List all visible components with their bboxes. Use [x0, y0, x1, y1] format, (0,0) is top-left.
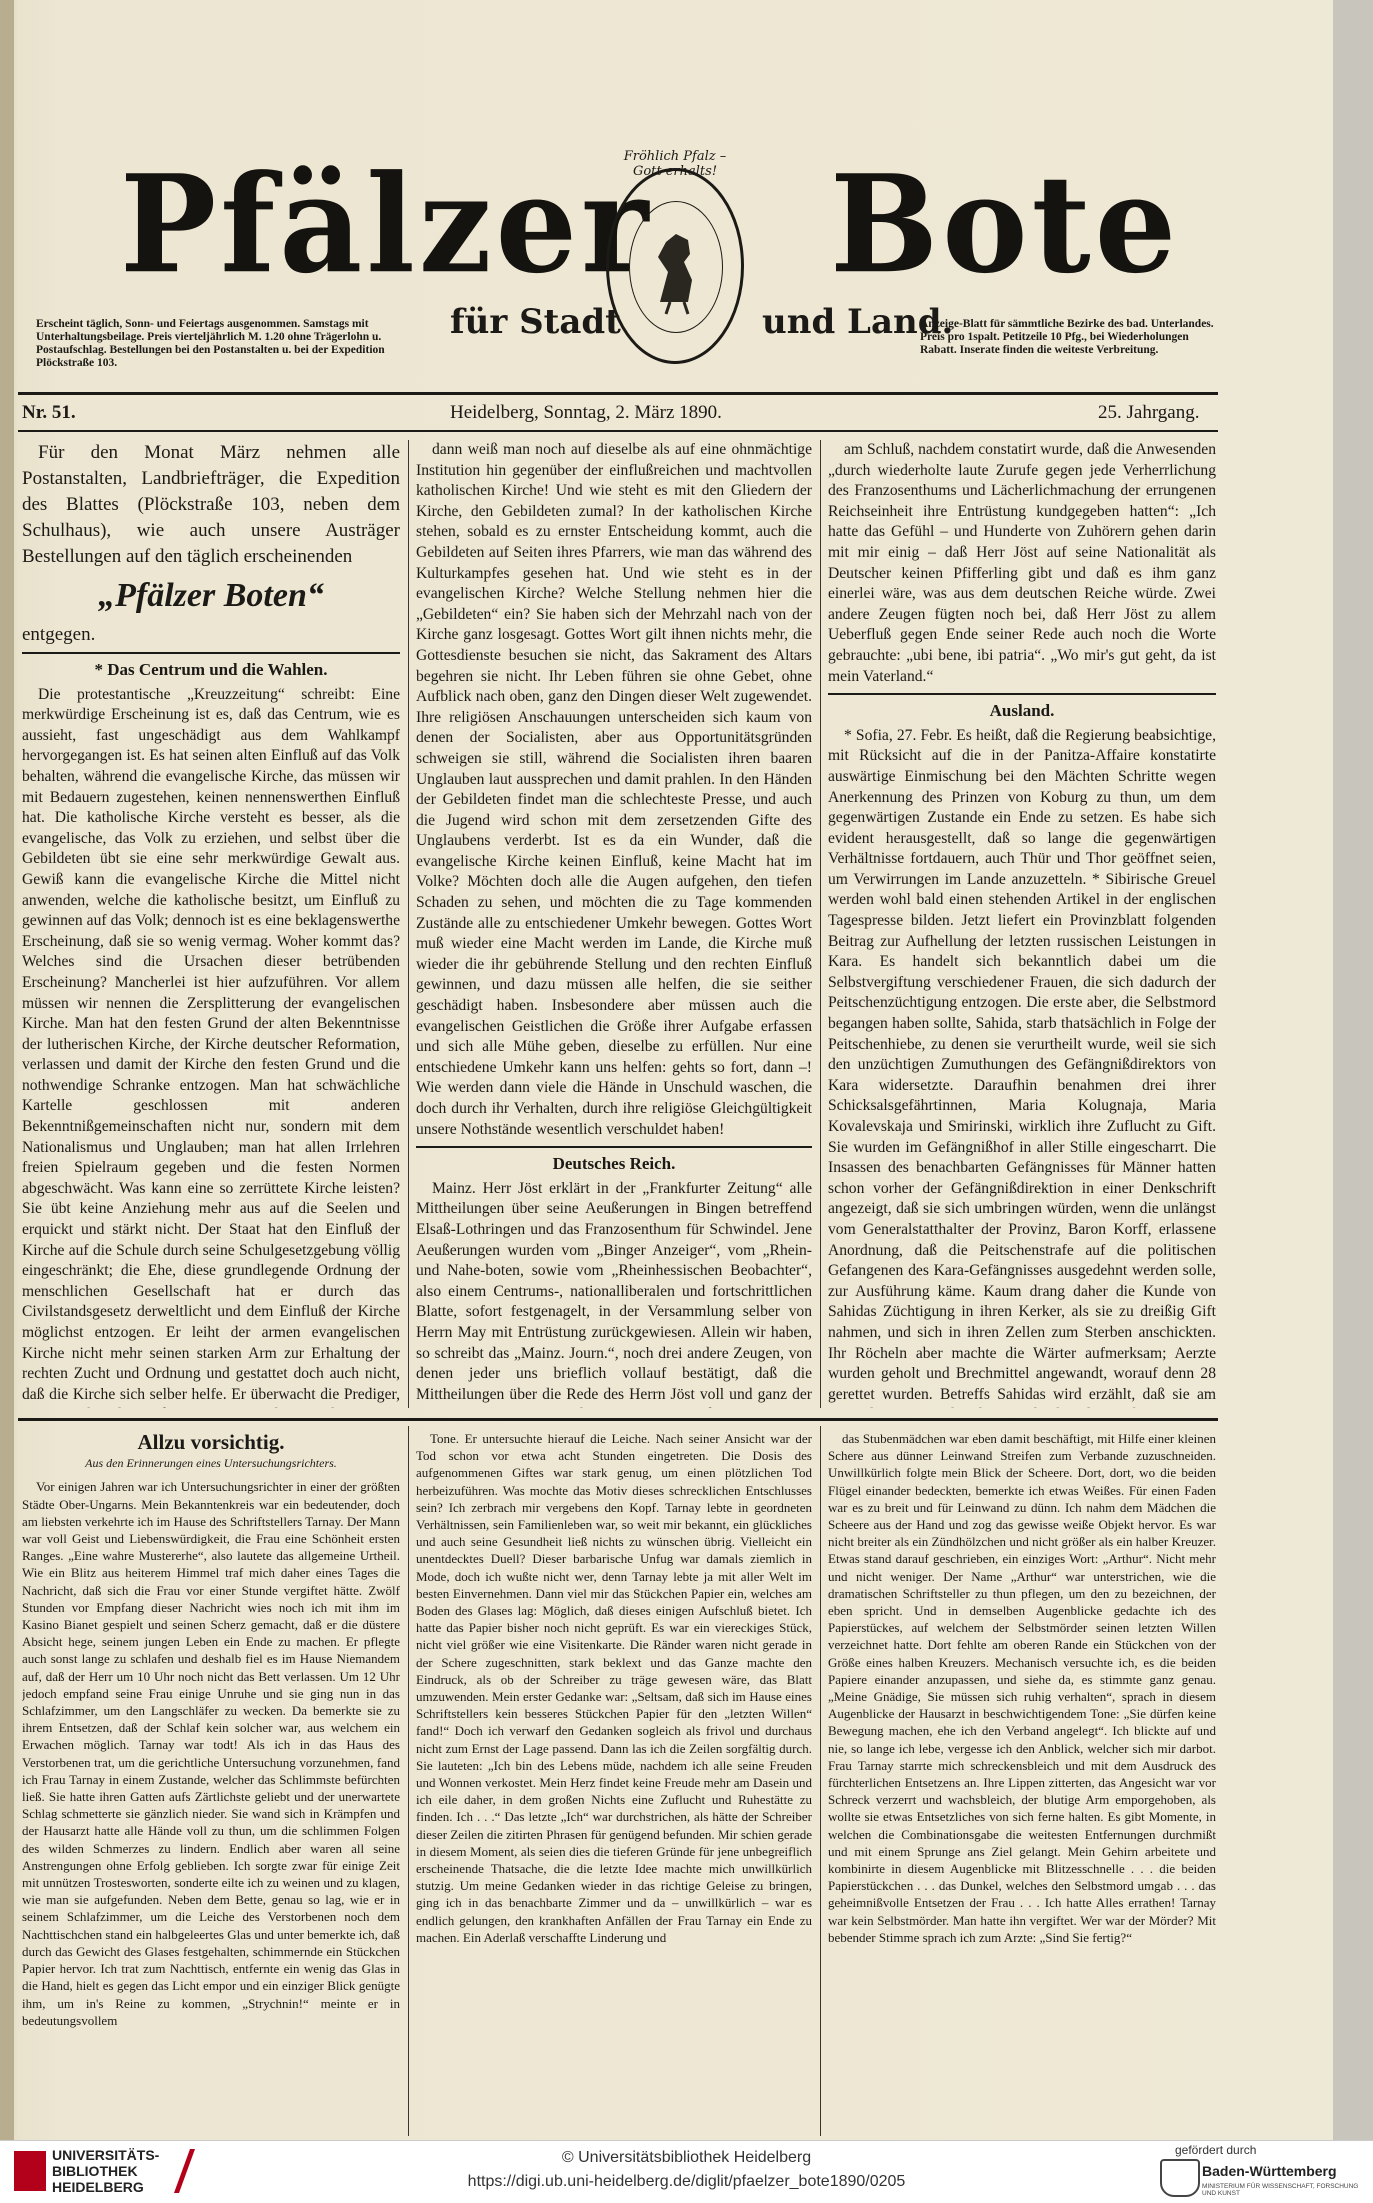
feuilleton-rule: [18, 1418, 1218, 1421]
state-crest-icon: [1160, 2159, 1200, 2197]
seal-lion-emblem: [629, 201, 723, 333]
article-body-mainz-cont: am Schluß, nachdem constatirt wurde, daß die Anwesenden „durch wiederholte laute Zurufe gegen jede Verherrlichung des Franzosenthums und Lächerlichmachung der errungenen Reichseinheit ihre Entrüstung kundgegeben hatten“: „Ich hatte das Gefühl – und Hunderte von Zuhörern gehen darin mit mir einig – daß Herr Jöst auf seine Nationalität als Deutscher keinen Pfifferling gibt und daß es ihm ganz einerlei wäre, was aus dem deutschen Reiche würde. Zwei andere Zeugen fügten noch bei, daß Herr Jöst zu allem Ueberfluß gegen Ende seiner Rede auch noch die Worte gebrauchte: „ubi bene, ibi patria“. „Wo mir's gut geht, da ist mein Vaterland.“: [828, 441, 1216, 685]
masthead-title-right: Bote: [830, 146, 1181, 304]
copyright-notice: © Universitätsbibliothek Heidelberg: [561, 2149, 812, 2166]
feuilleton-subtitle: Aus den Erinnerungen eines Untersuchungsrichters.: [85, 1456, 337, 1471]
issue-number: Nr. 51.: [22, 402, 76, 423]
feuilleton-text-3: das Stubenmädchen war eben damit beschäftigt, mit Hilfe einer kleinen Schere aus dünner Leinwand Streifen zum Verbande zuzuschneiden. Unwillkürlich folgte mein Blick der Scheere. Dort, dort, wo die beiden Flügel einander bedeckten, bemerkte ich etwas Weißes. Für einen Faden war es zu breit und für Leinwand zu dünn. Ich nahm dem Mädchen die Scheere aus der Hand und zog das gewisse weiße Objekt hervor. Es war nicht breiter als ein Zündhölzchen und nicht größer als ein halber Kreuzer. Etwas stand darauf geschrieben, ein einziges Wort: „Arthur“. Nicht mehr und nicht weniger. Der Name „Arthur“ war unterstrichen, wie die dramatischen Schriftsteller zu thun pflegen, um den zu bezeichnen, der eben spricht. Und in demselben Augenblicke gedachte ich des Papierstückes, auf welchem der Selbstmörder seinen letzten Willen verzeichnet hatte. Dort fehlte am oberen Rande ein Stückchen von der Größe eines halben Kreuzers. Mechanisch versuchte ich, es die beiden Papiere einander anzupassen, und siehe da, es stimmte ganz genau. „Meine Gnädige, Sie müssen sich ruhig verhalten“, sprach in diesem Augenblicke der Hausarzt in beschwichtigendem Tone: „Sie dürfen keine Bewegung machen, ehe ich den Verband angelegt“. Ich blickte auf und nie, so lange ich lebe, vergesse ich den Anblick, welcher sich mir darbot. Frau Tarnay starrte mich schreckensbleich und mit dem Ausdruck des fürchterlichen Entsetzens an. Ihre Lippen zitterten, das Angesicht war vor Schreck verzerrt und wachsbleich, der blutige Arm emporgehoben, als wollte sie etwas Entsetzliches von sich ferne halten. Es gibt Momente, in welchen die Combinationsgabe die weitesten Entfernungen durchmißt und mit einem Sprunge ans Ziel gelangt. Mein Gehirn arbeitete und kombinirte in diesem Augenblicke mit Blitzesschnelle . . . die beiden Papierstückchen . . . das Dunkel, welches den Selbstmord umgab . . . das geheimnißvolle Entsetzen der Frau . . . Ich hatte Alles errathen! Tarnay war kein Selbstmörder. Man hatte ihn vergiftet. Wer war der Mörder? Mit bebender Stimme sprach ich zum Arzte: „Sind Sie fertig?“: [828, 1431, 1216, 1945]
subscription-notice: Für den Monat März nehmen alle Postanstalten, Landbriefträger, die Expedition des Blattes (Plöckstraße 103, neben dem Schulhaus), wie auch unsere Austräger Bestellungen auf den täglich erscheinenden: [22, 442, 400, 567]
column-divider: [408, 1426, 409, 2136]
article-body-mainz: Mainz. Herr Jöst erklärt in der „Frankfurter Zeitung“ alle Mittheilungen über seine Aeußerungen in Bingen betreffend Elsaß-Lothringen und das Franzosenthum für Schwindel. Jene Aeußerungen wurden vom „Binger Anzeiger“, vom „Rhein- und Nahe-boten, sowie vom „Rheinhessischen Beobachter“, also einem Centrums-, nationalliberalen und fortschrittlichen Blatte, sofort festgenagelt, in der Versammlung selber von Herrn May mit Entrüstung zurückgewiesen. Allein wir haben, so schreibt das „Mainz. Journ.“, noch drei andere Zeugen, von denen jeder uns brieflich vollauf bestätigt, daß die Mittheilungen über die Rede des Herrn Jöst voll und ganz der: [416, 1179, 812, 1403]
article-body-centrum: Die protestantische „Kreuzzeitung“ schreibt: Eine merkwürdige Erscheinung ist es, daß das Centrum, wie es aussieht, fast ungeschädigt aus dem Wahlkampf hervorgegangen ist. Es hat seinen alten Einfluß auf das Volk behalten, während die evangelische Kirche, das müssen wir mit Bedauern zugestehen, keinen nennenswerthen Einfluß hat. Die katholische Kirche versteht es besser, als die evangelische, das Volk zu erziehen, und selbst über die Gebildeten übt sie eine sehr merkwürdige Gewalt aus. Gewiß kann die evangelische Kirche die Mittel nicht anwenden, welche die katholische besitzt, um Einfluß zu gewinnen auf das Volk; dennoch ist es eine beklagenswerthe Erscheinung, daß sie so wenig vermag. Woher kommt das? Welches sind die Ursachen dieser betrübenden Erscheinung? Mancherlei ist hier aufzuführen. Vor allem müssen wir nennen die Zersplitterung der evangelischen Kirche. Man hat den festen Grund der alten Bekenntnisse der lutherischen Kirche, der Kirche deutscher Reformation, verlassen und damit der Kirche den festen Grund und die nothwendige Schranke entzogen. Man hat schwächliche Kartelle geschlossen mit anderen Bekenntnißgemeinschaften nicht nur, sondern mit dem Nationalismus und Unglauben; man hat allen Irrlehren freien Spielraum gegeben und die festen Normen abgeschwächt. Was kann eine so zerrüttete Kirche leisten? Sie übt keine Anziehung mehr aus auf die Seelen und erquickt und stärkt nicht. Der Staat hat den Einfluß der Kirche auf die Schule durch seine Schulgesetzgebung völlig eingeschränkt; die Ehe, diese grundlegende Ordnung der menschlichen Gesellschaft hat er durch das Civilstandsgesetz derweltlicht und dem Einfluß der Kirche möglichst entzogen. Er leiht der armen evangelischen Kirche nicht mehr seinen starken Arm zur Erhaltung der rechten Zucht und Ordnung und gestattet doch auch nicht, daß die Kirche sich selber helfe. Er überwacht die Prediger,: [22, 685, 400, 1403]
column-divider: [820, 1426, 821, 2136]
feuilleton-text-2: Tone. Er untersuchte hierauf die Leiche. Nach seiner Ansicht war der Tod schon vor etwa acht Stunden eingetreten. Die Dosis des aufgenommenen Giftes war stark genug, um einen plötzlichen Tod herbeizuführen. Was mochte das Motiv dieses schrecklichen Entschlusses sein? Ich zerbrach mir vergebens den Kopf. Tarnay lebte in geordneten Verhältnissen, sein Familienleben war, so weit mir bekannt, ein glückliches und auch seine Gesundheit ließ nichts zu wünschen übrig. Vielleicht ein unentdecktes Duell? Dieser barbarische Unfug war damals ziemlich in Mode, doch ich wußte nicht wer, denn Tarnay lebte ja mit aller Welt im besten Einvernehmen. Dann viel mir das Stückchen Papier ein, welches am Boden des Glases lag: Möglich, daß dieses einigen Aufschluß bietet. Ich hatte das Papier bisher noch nicht geprüft. Es war ein viereckiges Stück, nicht viel größer wie eine Visitenkarte. Die Ränder waren nicht gerade in der Schere zugeschnitten, stark beklext und das Ganze machte den Eindruck, als ob der Schreiber zu träge gewesen wäre, das Blatt umzuwenden. Mein erster Gedanke war: „Seltsam, daß sich im Hause eines Schriftstellers kein besseres Stückchen Papier für den „letzten Willen“ fand!“ Doch ich verwarf den Gedanken sogleich als frivol und durchaus nicht zum Ernst der Lage passend. Dann las ich die Zeilen sorgfältig durch. Sie lauteten: „Ich bin des Lebens müde, nachdem ich alle seine Freuden und Wonnen verkostet. Mein Herz findet keine Freude mehr am Dasein und ich eile daher, in dem großen Nichts eine Zuflucht und Ruhestätte zu finden. Ich . . .“ Das letzte „Ich“ war durchstrichen, als hätte der Schreiber dieser Zeilen die zitirten Phrasen für genügend befunden. Mir schien gerade in diesem Moment, als seien dies die tieferen Gründe für jene unbegreiflich erscheinende Thatsache, die die letzte Idee machte mich unwillkürlich stutzig. Um meine Gedanken wieder in das richtige Geleise zu bringen, ging ich in das benachbarte Zimmer und da – unwillkürlich – war es endlich gelungen, den krankhaften Anfällen der Frau Tarnay ein Ende zu machen. Ein Aderlaß verschaffte Linderung und: [416, 1431, 812, 1945]
lion-icon: [630, 202, 722, 332]
library-name: UNIVERSITÄTS- BIBLIOTHEK HEIDELBERG: [52, 2147, 160, 2195]
feuilleton-column-1: [22, 1426, 400, 2136]
masthead-info-right: Anzeige-Blatt für sämmtliche Bezirke des bad. Unterlandes. Preis pro 1spalt. Petitzeile 10 Pfg., bei Wiederholungen Rabatt. Inserate finden die weiteste Verbreitung.: [920, 318, 1214, 356]
column-divider: [820, 440, 821, 1408]
footer-bar: [0, 2140, 1373, 2203]
masthead-title-left: Pfälzer: [120, 146, 653, 304]
page-binding: [0, 0, 14, 2140]
masthead-seal: [606, 149, 744, 364]
funded-by-label: gefördert durch: [1175, 2143, 1257, 2157]
masthead-info-left: Erscheint täglich, Sonn- und Feiertags ausgenommen. Samstags mit Unterhaltungsbeilage. Preis vierteljährlich M. 1.20 ohne Trägerlohn u. Postaufschlag. Bestellungen bei den Postanstalten u. bei der Expedition Plöckstraße 103.: [36, 318, 385, 369]
feuilleton-title: Allzu vorsichtig.: [137, 1430, 285, 1454]
section-divider: [828, 693, 1216, 695]
section-heading-ausland: Ausland.: [989, 701, 1055, 721]
permalink[interactable]: https://digi.ub.uni-heidelberg.de/diglit/pfaelzer_bote1890/0205: [467, 2173, 906, 2190]
article-body-ausland: * Sofia, 27. Febr. Es heißt, daß die Regierung beabsichtige, mit Rücksicht auf die in der Panitza-Affaire konstatirte auswärtige Einmischung bei den Mächten Schritte wegen Anerkennung des Prinzen von Koburg zu thun, um dem gegenwärtigen Zustande ein Ende zu setzen. Es habe sich evident herausgestellt, daß so lange die gegenwärtigen Verhältnisse fortdauern, auch Thür und Thor geöffnet seien, um Verwirrungen im Lande anzuzetteln. * Sibirische Greuel werden wohl bald einen stehenden Artikel in der englischen Tagespresse bilden. Jetzt liefert ein Provinzblatt folgenden Beitrag zur Aufhellung der letzten russischen Leistungen in Kara. Es handelt sich bekanntlich dabei um die Selbstvergiftung verschiedener Frauen, die sich dadurch der Peitschenzüchtigung entzogen. Die erste aber, die Selbstmord begangen haben sollte, Sahida, starb thatsächlich in Folge der Peitschenhiebe, zu denen sie verurtheilt wurde, weil sie sich den unzüchtigen Zumuthungen des Gefängnißdirektors von Kara widersetzte. Daraufhin benahmen drei ihrer Schicksalsgefährtinnen, Maria Kolugnaja, Maria Kovalevskaja und Smirinski, wirklich ihre Zuflucht zu Gift. Sie wurden im Gefängnißhof in aller Stille eingescharrt. Die Insassen des benachbarten Gefängnisses für Männer hatten schon vorher der Gefängnißdirektion in einer Denkschrift angezeigt, daß sie sich umbringen würden, wenn die unlängst vom Generalstatthalter der Provinz, Baron Korff, erlassene Anordnung, daß die Peitschenstrafe auf die politischen Gefangenen des Kara-Gefängnisses ausgedehnt werden solle, zur Ausführung käme. Kaum drang daher die Kunde von Sahidas Züchtigung in ihren Kerker, als sie zu dreißig Gift nahmen, und sich in ihren Zellen zum Sterben anschickten. Ihr Röcheln aber machte die Wärter aufmerksam; Aerzte wurden geholt und Brechmittel angewandt, worauf denn 28 gerettet wurden. Betreffs Sahidas wird erzählt, daß sie am: [828, 726, 1216, 1403]
feuilleton-column-3: [828, 1430, 1216, 2136]
article-body-centrum-cont: dann weiß man noch auf dieselbe als auf eine ohnmächtige Institution hin gegenüber der einflußreichen und machtvollen katholischen Kirche! Und wie steht es mit den Gliedern der Kirche, den Gebildeten zumal? In der katholischen Kirche stehen, sobald es zu ernster Entscheidung kommt, auch die Gebildeten auf Seiten ihres Pfarrers, wie man das während des Kulturkampfes gesehen hat. Und wie steht es in der evangelischen Kirche? Welche Stellung nehmen hier die „Gebildeten“ ein? Sie haben sich der Mehrzahl nach von der Kirche ganz losgesagt. Gottes Wort gilt ihnen nichts mehr, die Gottesdienste besuchen sie nicht, das Sakrament des Altars begehren sie nicht. Ihr Leben führen sie ohne Gebet, ohne Aufblick nach oben, ganz den Dingen dieser Welt zugewendet. Ihre religiösen Anschauungen unterscheiden sich kaum von denen der Socialisten, aber aus Opportunitätsgründen schweigen sie still, während die Socialisten ihren baaren Unglauben laut aussprechen und damit prahlen. In den Händen der Gebildeten findet man die schlechteste Presse, und auch die Jugend wird schon mit dem zersetzenden Gifte des Unglaubens verderbt. Ist es da ein Wunder, daß die evangelische Kirche keinen Einfluß, keine Macht hat im Volke? Möchten doch alle die Augen aufgehen, den tiefen Schaden zu sehen, und möchten die zu Tage kommenden Zustände alle zu entschiedener Umkehr bewegen. Gottes Wort muß wieder eine Macht werden im Lande, die Kirche muß wieder die ihr gebührende Stellung und den rechten Einfluß gewinnen, und dazu müssen alle helfen, die sie seither geschädigt haben. Insbesondere aber müssen auch die evangelischen Geistlichen die Größe ihrer Aufgabe erfassen und sich alle Mühe geben, dieselbe zu erfüllen. Nur eine entschiedene Umkehr kann uns helfen: gehts so fort, dann –! Wie werden dann viele die Hände in Unschuld waschen, die doch durch ihr Verhalten, durch ihre religiöse Gleichgültigkeit unsere Nothstände wesentlich verschuldet haben!: [416, 441, 812, 1138]
scan-margin: [1333, 0, 1373, 2140]
subscription-title: „Pfälzer Boten“: [98, 577, 324, 614]
feuilleton-column-2: [416, 1430, 812, 2136]
volume: 25. Jahrgang.: [1098, 402, 1200, 423]
column-divider: [408, 440, 409, 1408]
sponsor-name: Baden-Württemberg: [1202, 2163, 1337, 2179]
section-divider: [416, 1146, 812, 1148]
feuilleton-text-1: Vor einigen Jahren war ich Untersuchungsrichter in einer der größten Städte Ober-Ungarns. Mein Bekanntenkreis war ein bedeutender, doch am liebsten verkehrte ich im Hause des Schriftstellers Tarnay. Der Mann war voll Geist und Liebenswürdigkeit, die Frau eine Schönheit ersten Ranges. „Eine wahre Mustererhe“, also lautete das allgemeine Urtheil. Wie ein Blitz aus heiterem Himmel traf mich daher eines Tages die Nachricht, daß sich die Frau vor einer Stunde vergiftet hätte. Zwölf Stunden vor Empfang dieser Nachricht wies noch ich mit ihm im Kasino Bianet gespielt und seinen Scherz gemacht, daß er die düstere Absicht hege, seinem jungen Leben ein Ende zu machen. Er pflegte auch sonst lange zu schlafen und deshalb fiel es im Hause Niemandem auf, daß der Herr um 10 Uhr noch nicht das Bett verlassen. Um 12 Uhr jedoch empfand seine Frau einige Unruhe und sie ging nun in das Schlafzimmer, um den Langschläfer zu wecken. Da bemerkte sie zu ihrem Entsetzen, daß der Schlaf kein solcher war, aus welchem ein Erwachen möglich. Tarnay war todt! Als ich in das Haus des Verstorbenen trat, um die gerichtliche Untersuchung vorzunehmen, fand ich Frau Tarnay in einem Zustande, welcher das Schlimmste befürchten ließ. Sie hatte ihren Gatten aufs Zärtlichste geliebt und der unerwartete Schlag schmetterte sie gänzlich nieder. Sie wand sich in Krämpfen und der Hausarzt hatte alle Hände voll zu thun, um die schlimmen Folgen des wilden Schmerzes zu lindern. Endlich aber waren all seine Anstrengungen ohne Erfolg geblieben. Ich sorgte zwar für einige Zeit mit unnützen Trostesworten, sonderte eilte ich zu weinen und zu klagen, wie man sie aufgefunden. Neben dem Bette, genau so lag, wie er in seinem Schlafzimmer, um die Leiche des Verstorbenen noch dem Nachttischchen stand ein halbgeleertes Glas und unter bemerkte ich, daß durch das Gewicht des Glases festgehalten, schimmernde ein Stückchen Papier hervor. Ich trat zum Nachttisch, entfernte ein wenig das Glas in die Hand, hielt es gegen das Licht empor und ein einziger Blick genügte ihm, um in's Reine zu kommen, „Strychnin!“ meinte er in bedeutungsvollem: [22, 1479, 400, 2028]
sponsor-ministry: MINISTERIUM FÜR WISSENSCHAFT, FORSCHUNG UND KUNST: [1202, 2183, 1359, 2197]
seal-motto: Fröhlich Pfalz – Gott erhalts!: [623, 149, 727, 179]
section-heading-reich: Deutsches Reich.: [552, 1154, 676, 1174]
column-3: [828, 440, 1216, 1408]
subscription-notice-end: entgegen.: [22, 624, 96, 645]
place-date: Heidelberg, Sonntag, 2. März 1890.: [450, 402, 722, 423]
dateline-rule: [18, 430, 1218, 432]
masthead-rule: [18, 392, 1218, 395]
article-heading-centrum: * Das Centrum und die Wahlen.: [94, 660, 328, 679]
masthead-sub-left: für Stadt: [450, 302, 621, 342]
masthead-sub-right: und Land.: [762, 302, 954, 342]
column-2: [416, 440, 812, 1408]
column-1: [22, 440, 400, 1408]
notice-divider: [22, 652, 400, 654]
